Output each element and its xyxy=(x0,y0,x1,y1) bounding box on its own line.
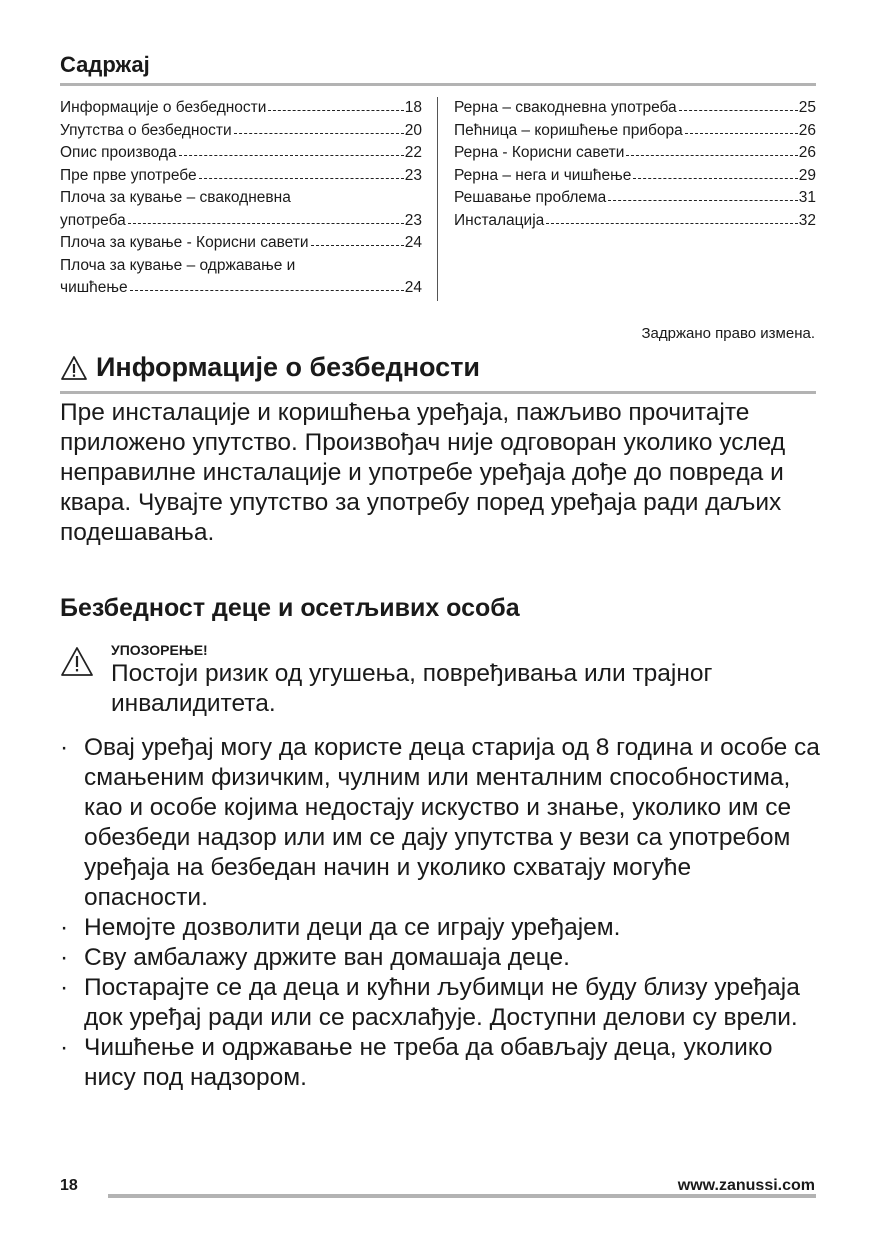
section-title: Информације о безбедности xyxy=(96,352,481,382)
toc-entry[interactable] xyxy=(60,142,422,165)
warning-text: Постоји ризик од угушења, повређивања или трајног инвалидитета. xyxy=(111,660,713,717)
toc-leader xyxy=(546,223,797,224)
toc-entry[interactable] xyxy=(60,165,422,188)
toc-entry-title-line: Плоча за кување – одржавање и xyxy=(60,256,296,274)
toc-leader xyxy=(626,155,797,156)
bullet-icon: · xyxy=(60,734,69,761)
section-heading xyxy=(60,352,480,383)
toc-entry-title: Рерна – нега и чишћење xyxy=(454,166,632,184)
list-item xyxy=(60,1033,820,1093)
list-item xyxy=(60,913,820,943)
list-item xyxy=(60,973,820,1033)
list-item-text: Чишћење и одржавање не треба да обављају деца, уколико нису под надзором. xyxy=(84,1034,773,1091)
section-rule xyxy=(60,391,816,394)
toc-entry[interactable] xyxy=(454,142,816,165)
toc-page-number: 26 xyxy=(798,144,816,161)
toc-left-column xyxy=(60,97,422,300)
list-item-text: Сву амбалажу држите ван домашаја деце. xyxy=(84,944,570,971)
toc-entry[interactable] xyxy=(454,120,816,143)
toc-entry[interactable] xyxy=(454,97,816,120)
toc-leader xyxy=(179,155,404,156)
toc-leader xyxy=(268,110,403,111)
warning-label: УПОЗОРЕЊЕ! xyxy=(111,642,208,658)
toc-entry-title: Рерна - Корисни савети xyxy=(454,144,625,161)
page-number: 18 xyxy=(60,1177,78,1194)
warning-triangle-icon xyxy=(60,646,94,677)
subsection-title: Безбедност деце и осетљивих особа xyxy=(60,594,520,622)
toc-entry-title: употреба xyxy=(60,211,126,229)
bullet-icon: · xyxy=(60,1034,69,1061)
toc-entry-title: Информације о безбедности xyxy=(60,99,267,116)
list-item xyxy=(60,943,820,973)
rights-reserved-note: Задржано право измена. xyxy=(641,325,815,342)
toc-entry[interactable] xyxy=(60,120,422,143)
toc-entry[interactable] xyxy=(60,255,422,300)
list-item-text: Постарајте се да деца и кућни љубимци не буду близу уређаја док уређај ради или се расхлађује. Доступни делови су врели. xyxy=(84,974,800,1031)
toc-page-number: 24 xyxy=(404,279,422,296)
bullet-icon: · xyxy=(60,944,69,971)
toc-entry-title: Плоча за кување - Корисни савети xyxy=(60,234,309,251)
toc-page-number: 31 xyxy=(798,189,816,206)
website-link[interactable]: www.zanussi.com xyxy=(677,1177,815,1194)
toc-entry-title: Опис производа xyxy=(60,144,177,161)
toc-page-number: 20 xyxy=(404,121,422,139)
toc-leader xyxy=(199,178,404,179)
safety-bullet-list xyxy=(60,733,820,1093)
toc-page-number: 26 xyxy=(798,121,816,139)
intro-paragraph: Пре инсталације и коришћења уређаја, пажљиво прочитајте приложено упутство. Произвођач није одговоран уколико услед неправилне инсталације и употребе уређаја дође до повреда и квара. Чувајте упутство за употребу поред уређаја ради даљих подешавања. xyxy=(60,399,786,546)
bullet-icon: · xyxy=(60,914,69,941)
toc-leader xyxy=(679,110,798,111)
toc-entry-title: Пећница – коришћење прибора xyxy=(454,121,683,139)
toc-page-number: 25 xyxy=(798,99,816,116)
toc-entry-title: Пре прве употребе xyxy=(60,166,197,184)
list-item xyxy=(60,733,820,913)
toc-leader xyxy=(608,200,797,201)
toc-entry-title: Решавање проблема xyxy=(454,189,607,206)
toc-page-number: 29 xyxy=(798,166,816,184)
toc-entry-title: чишћење xyxy=(60,279,128,296)
toc-entry-title: Упутства о безбедности xyxy=(60,121,232,139)
toc-column-divider xyxy=(437,97,438,301)
list-item-text: Немојте дозволити деци да се играју уређајем. xyxy=(84,914,621,941)
toc-entry[interactable] xyxy=(454,210,816,233)
toc-entry[interactable] xyxy=(60,187,422,232)
toc-right-column xyxy=(454,97,816,232)
toc-page-number: 18 xyxy=(404,99,422,116)
toc-rule xyxy=(60,83,816,86)
bullet-icon: · xyxy=(60,974,69,1001)
toc-leader xyxy=(128,223,404,224)
list-item-text: Овај уређај могу да користе деца старија од 8 година и особе са смањеним физичким, чулним или менталним способностима, као и особе којима недостају искуство и знање, уколико им се обезбеди надзор или им се дају упутства у вези са употребом уређаја на безбедан начин и уколико схватају могуће опасности. xyxy=(84,734,820,911)
toc-page-number: 22 xyxy=(404,144,422,161)
toc-title: Садржај xyxy=(60,52,150,77)
toc-leader xyxy=(234,133,404,134)
toc-entry-title: Рерна – свакодневна употреба xyxy=(454,99,677,116)
toc-leader xyxy=(311,245,404,246)
toc-entry-title-line: Плоча за кување – свакодневна xyxy=(60,189,291,206)
toc-entry[interactable] xyxy=(60,232,422,255)
toc-entry[interactable] xyxy=(454,187,816,210)
toc-page-number: 24 xyxy=(404,234,422,251)
toc-leader xyxy=(685,133,798,134)
toc-page-number: 23 xyxy=(404,166,422,184)
toc-entry[interactable] xyxy=(454,165,816,188)
toc-page-number: 32 xyxy=(798,211,816,229)
warning-triangle-icon xyxy=(60,355,88,381)
toc-entry[interactable] xyxy=(60,97,422,120)
toc-page-number: 23 xyxy=(404,211,422,229)
toc-leader xyxy=(130,290,404,291)
toc-leader xyxy=(633,178,797,179)
toc-entry-title: Инсталација xyxy=(454,211,545,229)
